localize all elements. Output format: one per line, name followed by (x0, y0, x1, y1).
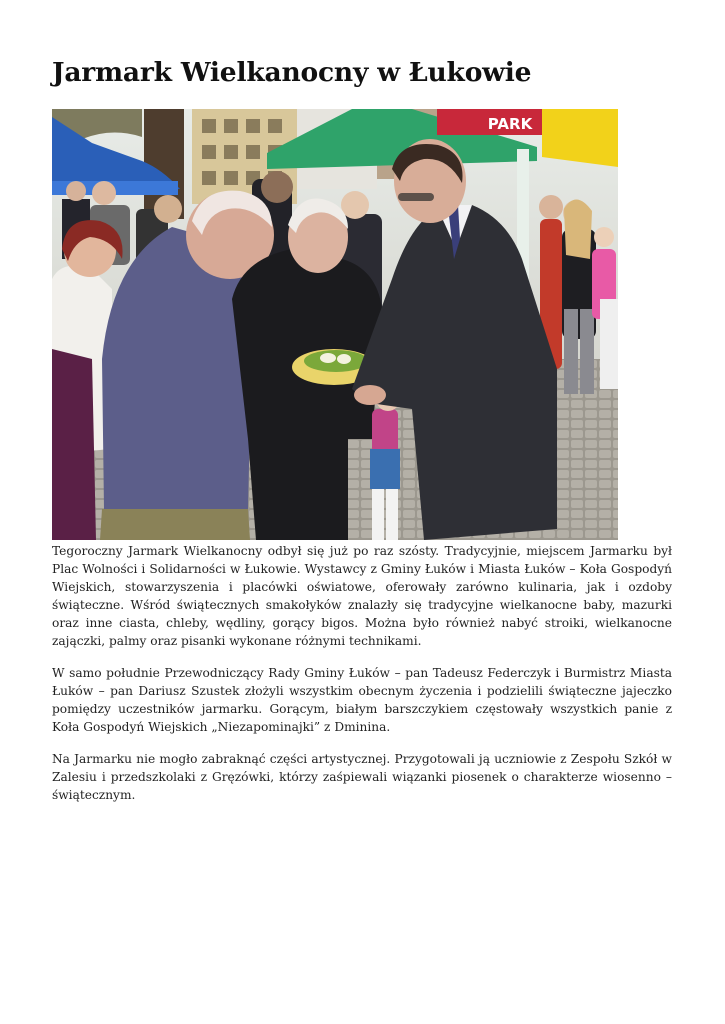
paragraph-3: Na Jarmarku nie mogło zabraknąć części artystycznej. Przygotowali ją uczniowie z Zespołu Szkół w Zalesiu i przedszkolaki z Gręzówki, którzy zaśpiewali wiązanki piosenek o charakterze wiosenno – świątecznym. (52, 752, 672, 802)
paragraph-1: Tegoroczny Jarmark Wielkanocny odbył się już po raz szósty. Tradycyjnie, miejscem Jarmarku był Plac Wolności i Solidarności w Łukowie. Wystawcy z Gminy Łuków i Miasta Łuków – Koła Gospodyń Wiejskich, stowarzyszenia i placówki oświatowe, oferowały zarówno kulinaria, jak i ozdoby świąteczne. Wśród świątecznych smakołyków znalazły się tradycyjne wielkanocne baby, mazurki oraz inne ciasta, chleby, wędliny, gorący bigos. Można było również nabyć stroiki, wielkanocne zajączki, palmy oraz pisanki wykonane różnymi technikami. (52, 544, 672, 648)
paragraph-2: W samo południe Przewodniczący Rady Gminy Łuków – pan Tadeusz Federczyk i Burmistrz Miasta Łuków – pan Dariusz Szustek złożyli wszystkim obecnym życzenia i podzielili świąteczne jajeczko pomiędzy uczestników jarmarku. Gorącym, białym barszczykiem częstowały wszystkich panie z Koła Gospodyń Wiejskich „Niezapominajki” z Dminina. (52, 666, 672, 734)
article-body (52, 542, 672, 818)
sign-text: PARK (487, 115, 533, 133)
article-photo (52, 109, 618, 540)
yellow-tent (542, 109, 618, 167)
article-title: Jarmark Wielkanocny w Łukowie (52, 57, 532, 88)
